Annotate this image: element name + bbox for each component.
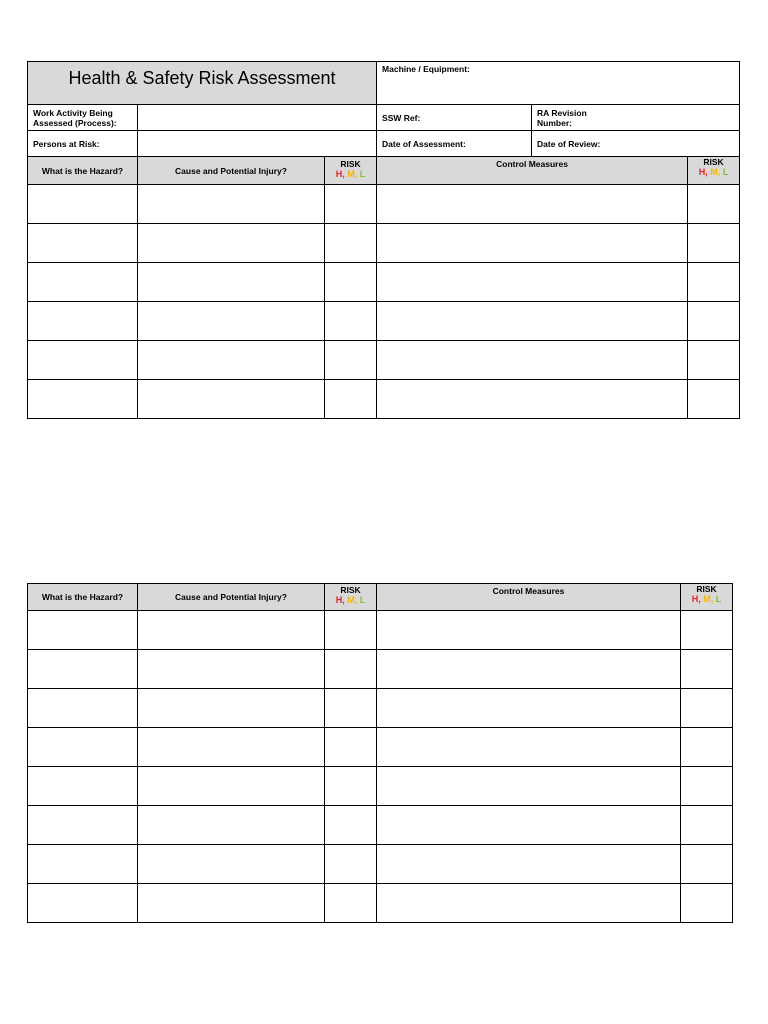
residual-risk-cell[interactable] [688, 302, 740, 341]
risk-cell[interactable] [325, 728, 377, 767]
hazard-cell[interactable] [28, 380, 138, 419]
risk-header [325, 157, 377, 185]
hazard-cell[interactable] [28, 689, 138, 728]
risk-high: H [698, 167, 706, 177]
control-measures-cell[interactable] [377, 845, 681, 884]
control-measures-cell[interactable] [377, 650, 681, 689]
risk-cell[interactable] [325, 611, 377, 650]
table-row [28, 302, 740, 341]
risk-medium: M [347, 595, 355, 605]
cause-cell[interactable] [138, 185, 325, 224]
risk-cell[interactable] [325, 689, 377, 728]
hazard-cell[interactable] [28, 185, 138, 224]
control-measures-cell[interactable] [377, 185, 688, 224]
risk-cell[interactable] [325, 806, 377, 845]
persons-at-risk-field[interactable] [138, 131, 377, 157]
table-row [28, 263, 740, 302]
table-row [28, 341, 740, 380]
residual-risk-cell[interactable] [681, 806, 733, 845]
cause-cell[interactable] [138, 728, 325, 767]
hazard-cell[interactable] [28, 341, 138, 380]
residual-risk-cell[interactable] [681, 767, 733, 806]
residual-risk-header [681, 584, 733, 611]
risk-sep: , [705, 167, 708, 177]
date-of-review-field[interactable] [532, 131, 740, 157]
residual-risk-cell[interactable] [681, 689, 733, 728]
cause-cell[interactable] [138, 845, 325, 884]
date-of-review-label: Date of Review: [537, 138, 601, 149]
hazard-cell[interactable] [28, 263, 138, 302]
ra-revision-label: RA Revision Number: [537, 107, 587, 128]
risk-high: H [335, 595, 343, 605]
control-measures-cell[interactable] [377, 806, 681, 845]
control-measures-header: Control Measures [377, 584, 681, 611]
residual-risk-cell[interactable] [681, 884, 733, 923]
column-header-row [28, 157, 740, 185]
risk-cell[interactable] [325, 263, 377, 302]
control-measures-cell[interactable] [377, 884, 681, 923]
machine-equipment-field[interactable] [377, 62, 740, 105]
risk-cell[interactable] [325, 767, 377, 806]
control-measures-cell[interactable] [377, 263, 688, 302]
risk-low: L [359, 169, 366, 179]
work-activity-field[interactable] [138, 105, 377, 131]
table-1-body [28, 185, 740, 419]
risk-cell[interactable] [325, 224, 377, 263]
cause-cell[interactable] [138, 650, 325, 689]
control-measures-cell[interactable] [377, 302, 688, 341]
table-row [28, 650, 733, 689]
risk-header [325, 584, 377, 611]
hazard-cell[interactable] [28, 302, 138, 341]
control-measures-header: Control Measures [377, 157, 688, 185]
risk-low: L [715, 594, 722, 604]
control-measures-cell[interactable] [377, 341, 688, 380]
table-row [28, 611, 733, 650]
risk-assessment-table-2 [27, 583, 733, 923]
residual-risk-cell[interactable] [688, 341, 740, 380]
risk-sep: , [354, 169, 358, 179]
risk-scale [325, 169, 376, 179]
residual-risk-header-label: RISK [703, 157, 724, 167]
risk-cell[interactable] [325, 845, 377, 884]
risk-cell[interactable] [325, 185, 377, 224]
table-row [28, 767, 733, 806]
risk-cell[interactable] [325, 884, 377, 923]
cause-cell[interactable] [138, 341, 325, 380]
control-measures-cell[interactable] [377, 767, 681, 806]
cause-cell[interactable] [138, 302, 325, 341]
table-row [28, 185, 740, 224]
cause-cell[interactable] [138, 224, 325, 263]
hazard-cell[interactable] [28, 224, 138, 263]
risk-high: H [691, 594, 699, 604]
risk-sep: , [710, 594, 714, 604]
risk-sep: , [342, 595, 345, 605]
table-row [28, 689, 733, 728]
risk-medium: M [710, 167, 718, 177]
risk-cell[interactable] [325, 650, 377, 689]
risk-low: L [722, 167, 729, 177]
cause-cell[interactable] [138, 884, 325, 923]
risk-scale [325, 595, 376, 605]
hazard-cell[interactable] [28, 767, 138, 806]
table-row [28, 728, 733, 767]
cause-header: Cause and Potential Injury? [138, 157, 325, 185]
residual-risk-cell[interactable] [688, 185, 740, 224]
residual-risk-header [688, 157, 740, 185]
cause-header: Cause and Potential Injury? [138, 584, 325, 611]
table-row [28, 884, 733, 923]
table-row [28, 845, 733, 884]
cause-cell[interactable] [138, 689, 325, 728]
hazard-cell[interactable] [28, 611, 138, 650]
risk-header-label: RISK [340, 159, 361, 169]
risk-cell[interactable] [325, 341, 377, 380]
residual-risk-cell[interactable] [688, 380, 740, 419]
residual-risk-cell[interactable] [688, 263, 740, 302]
form-title: Health & Safety Risk Assessment [28, 62, 377, 105]
cause-cell[interactable] [138, 380, 325, 419]
machine-equipment-label: Machine / Equipment: [382, 64, 470, 74]
hazard-header: What is the Hazard? [28, 157, 138, 185]
residual-risk-scale [681, 594, 732, 604]
control-measures-cell[interactable] [377, 611, 681, 650]
risk-sep: , [698, 594, 701, 604]
work-activity-label: Work Activity Being Assessed (Process): [28, 105, 138, 131]
residual-risk-cell[interactable] [681, 650, 733, 689]
hazard-cell[interactable] [28, 650, 138, 689]
cause-cell[interactable] [138, 263, 325, 302]
risk-sep: , [342, 169, 345, 179]
risk-cell[interactable] [325, 380, 377, 419]
table-row [28, 806, 733, 845]
hazard-cell[interactable] [28, 728, 138, 767]
hazard-cell[interactable] [28, 884, 138, 923]
table-row [28, 224, 740, 263]
cause-cell[interactable] [138, 806, 325, 845]
ra-revision-field[interactable] [532, 105, 740, 131]
control-measures-cell[interactable] [377, 689, 681, 728]
column-header-row [28, 584, 733, 611]
residual-risk-cell[interactable] [688, 224, 740, 263]
risk-sep: , [354, 595, 358, 605]
residual-risk-cell[interactable] [681, 845, 733, 884]
cause-cell[interactable] [138, 611, 325, 650]
date-of-assessment-field[interactable] [377, 131, 532, 157]
table-row [28, 380, 740, 419]
residual-risk-cell[interactable] [681, 728, 733, 767]
control-measures-cell[interactable] [377, 224, 688, 263]
risk-low: L [359, 595, 366, 605]
risk-cell[interactable] [325, 302, 377, 341]
risk-medium: M [703, 594, 711, 604]
ssw-ref-field[interactable] [377, 105, 532, 131]
persons-at-risk-label: Persons at Risk: [28, 131, 138, 157]
table-2-body [28, 611, 733, 923]
hazard-cell[interactable] [28, 806, 138, 845]
residual-risk-cell[interactable] [681, 611, 733, 650]
hazard-header: What is the Hazard? [28, 584, 138, 611]
control-measures-cell[interactable] [377, 380, 688, 419]
hazard-cell[interactable] [28, 845, 138, 884]
risk-medium: M [347, 169, 355, 179]
risk-header-label: RISK [340, 585, 361, 595]
risk-high: H [335, 169, 343, 179]
residual-risk-scale [688, 167, 739, 177]
risk-assessment-table-1 [27, 61, 740, 419]
residual-risk-header-label: RISK [696, 584, 717, 594]
risk-sep: , [717, 167, 721, 177]
date-of-assessment-label: Date of Assessment: [382, 138, 466, 149]
control-measures-cell[interactable] [377, 728, 681, 767]
cause-cell[interactable] [138, 767, 325, 806]
ssw-ref-label: SSW Ref: [382, 112, 421, 123]
